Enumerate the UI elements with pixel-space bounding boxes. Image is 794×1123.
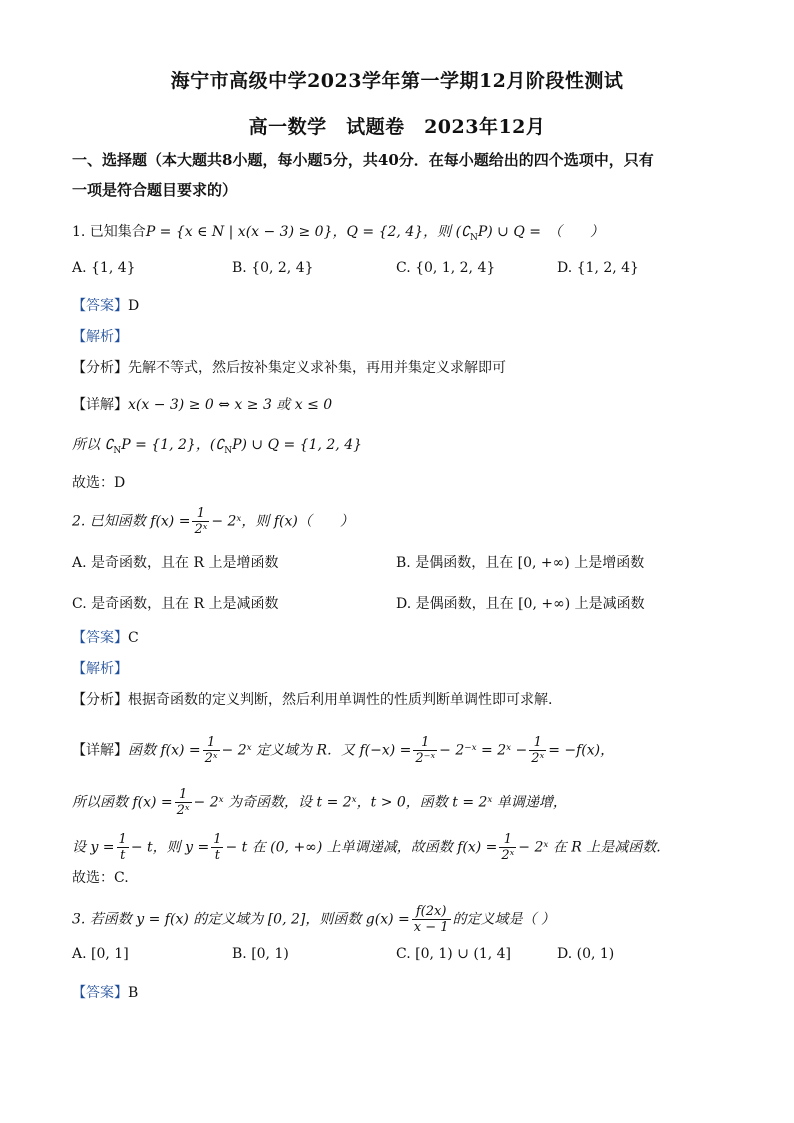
fraction-den: x − 1 xyxy=(413,920,449,935)
fraction-num: 1 xyxy=(421,735,430,750)
q2-d1-b: − 2ˣ 定义域为 R．又 f(−x) = xyxy=(221,742,412,759)
q1-stem-prefix: 1. 已知集合 xyxy=(72,224,146,240)
fraction-num: f(2x) xyxy=(415,904,447,919)
q1-analysis xyxy=(72,327,128,347)
fraction-den: 2⁻ˣ xyxy=(415,751,436,766)
fraction xyxy=(499,832,516,863)
fenxi-text: 根据奇函数的定义判断，然后利用单调性的性质判断单调性即可求解. xyxy=(128,692,553,708)
fraction-num: 1 xyxy=(178,787,188,802)
q1-answer xyxy=(72,296,139,316)
q2-d3-b: − t，则 y = xyxy=(130,839,210,856)
fraction-den: t xyxy=(211,847,223,863)
q1-set-p: P = {x ∈ N | x(x − 3) ≥ 0} xyxy=(145,224,333,240)
answer-tag: 【答案】 xyxy=(72,298,128,314)
q1-option-b: B. {0, 2, 4} xyxy=(232,260,314,276)
q2-option-a: A. 是奇函数，且在 R 上是增函数 xyxy=(72,555,279,571)
fraction-den: t xyxy=(117,847,129,863)
answer-tag: 【答案】 xyxy=(72,985,128,1001)
q2-stem-pre: 2. 已知函数 f(x) = xyxy=(72,513,191,530)
q1-so-end: P) ∪ Q = {1, 2, 4} xyxy=(232,437,363,453)
q2-option-b: B. 是偶函数，且在 [0, +∞) 上是增函数 xyxy=(396,555,645,571)
q2-stem-post: − 2ˣ，则 f(x)（ ） xyxy=(211,513,354,530)
fenxi-text: 先解不等式，然后按补集定义求补集，再用并集定义求解即可 xyxy=(128,360,506,376)
fraction-num: 1 xyxy=(533,735,542,750)
q2-stem-fraction xyxy=(192,506,209,537)
q1-tail: ，则 (∁ xyxy=(423,224,470,240)
analysis-tag: 【解析】 xyxy=(72,329,128,345)
q2-answer xyxy=(72,628,139,648)
q2-option-d: D. 是偶函数，且在 [0, +∞) 上是减函数 xyxy=(396,596,645,612)
q1-pick: 故选：D xyxy=(72,475,126,491)
q1-option-a: A. {1, 4} xyxy=(72,260,136,276)
q1-detail xyxy=(72,395,332,415)
fraction-num: 1 xyxy=(118,832,127,847)
q1-so-mid: P = {1, 2}，(∁ xyxy=(121,437,225,453)
answer-value: C xyxy=(128,630,139,646)
answer-value: D xyxy=(128,298,140,314)
q2-d2-b: − 2ˣ 为奇函数，设 t = 2ˣ，t > 0，函数 t = 2ˣ 单调递增， xyxy=(193,794,567,811)
fraction-den: 2ˣ xyxy=(204,751,218,766)
q1-fenxi xyxy=(72,358,506,378)
q1-option-d: D. {1, 2, 4} xyxy=(557,260,639,276)
fraction xyxy=(175,787,192,818)
q3-fraction xyxy=(412,904,451,935)
q3-option-a: A. [0, 1] xyxy=(72,946,129,962)
page-subtitle: 高一数学 试题卷 2023年12月 xyxy=(248,116,546,138)
q3-option-d: D. (0, 1) xyxy=(557,946,615,962)
q2-d3-a: 设 y = xyxy=(72,839,115,856)
q1-so-sub2: N xyxy=(224,445,233,456)
fraction-num: 1 xyxy=(206,735,216,750)
detail-text: x(x − 3) ≥ 0 ⇔ x ≥ 3 或 x ≤ 0 xyxy=(128,397,333,413)
q2-d1-d: = −f(x)， xyxy=(548,742,615,759)
q1-so-pre: 所以 ∁ xyxy=(72,437,114,453)
q2-analysis xyxy=(72,659,128,679)
q3-stem-b: 的定义域是（ ） xyxy=(452,911,555,928)
answer-value: B xyxy=(128,985,139,1001)
section-heading-line1: 一、选择题（本大题共8小题，每小题5分，共40分．在每小题给出的四个选项中，只有 xyxy=(72,151,654,169)
answer-tag: 【答案】 xyxy=(72,630,128,646)
q1-so xyxy=(72,435,362,461)
page-title: 海宁市高级中学2023学年第一学期12月阶段性测试 xyxy=(170,70,624,92)
detail-tag: 【详解】 xyxy=(72,742,128,759)
fraction-num: 1 xyxy=(196,506,206,521)
detail-tag: 【详解】 xyxy=(72,397,128,413)
q1-option-c: C. {0, 1, 2, 4} xyxy=(396,260,496,276)
q2-detail-line2 xyxy=(72,787,567,818)
q3-option-b: B. [0, 1) xyxy=(232,946,289,962)
q1-set-q: ，Q = {2, 4} xyxy=(332,224,424,240)
fraction-den: 2ˣ xyxy=(501,848,515,863)
fraction-num: 1 xyxy=(213,832,222,847)
q2-d1-a: 函数 f(x) = xyxy=(128,742,201,759)
q2-pick: 故选：C. xyxy=(72,870,129,886)
fraction-den: 2ˣ xyxy=(531,751,545,766)
q3-answer xyxy=(72,983,138,1003)
section-heading-line2: 一项是符合题目要求的） xyxy=(72,181,238,199)
fraction xyxy=(529,735,546,766)
q1-so-sub: N xyxy=(113,445,122,456)
fraction xyxy=(413,735,437,766)
q2-fenxi xyxy=(72,690,552,710)
fenxi-tag: 【分析】 xyxy=(72,360,128,376)
q2-d2-a: 所以函数 f(x) = xyxy=(72,794,173,811)
fraction xyxy=(203,735,220,766)
q2-d3-c: − t 在 (0, +∞) 上单调递减，故函数 f(x) = xyxy=(225,839,498,856)
fraction xyxy=(117,832,129,863)
q2-d3-d: − 2ˣ 在 R 上是减函数. xyxy=(518,839,661,856)
q3-option-c: C. [0, 1) ∪ (1, 4] xyxy=(396,946,512,962)
q1-stem xyxy=(72,222,604,248)
q2-stem xyxy=(72,506,354,537)
q3-stem xyxy=(72,904,555,935)
q1-tail-sub: N xyxy=(469,232,478,243)
q2-detail-line1 xyxy=(72,735,614,766)
fraction xyxy=(211,832,223,863)
q2-detail-line3 xyxy=(72,832,661,863)
fraction-den: 2ˣ xyxy=(194,522,208,537)
analysis-tag: 【解析】 xyxy=(72,661,128,677)
fraction-den: 2ˣ xyxy=(176,803,190,818)
q2-option-c: C. 是奇函数，且在 R 上是减函数 xyxy=(72,596,279,612)
q1-tail2: P) ∪ Q = （ ） xyxy=(477,224,605,240)
fenxi-tag: 【分析】 xyxy=(72,692,128,708)
q2-d1-c: − 2⁻ˣ = 2ˣ − xyxy=(439,742,528,759)
q3-stem-a: 3. 若函数 y = f(x) 的定义域为 [0, 2]，则函数 g(x) = xyxy=(72,911,410,928)
fraction-num: 1 xyxy=(503,832,512,847)
